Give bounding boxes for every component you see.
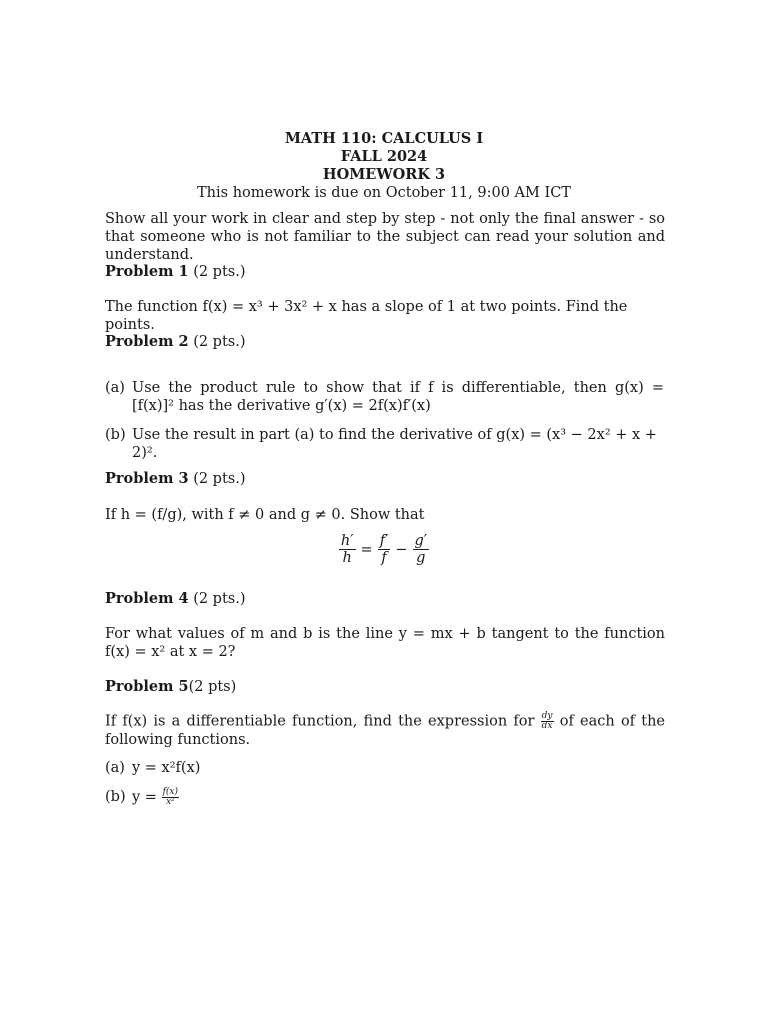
- problem-2-points: (2 pts.): [193, 334, 246, 350]
- assignment-title: HOMEWORK 3: [322, 166, 446, 183]
- problem-5-heading: [105, 678, 665, 696]
- fraction-denominator: x²: [165, 797, 175, 807]
- equals-sign: =: [360, 541, 373, 558]
- problem-4-heading: [105, 590, 665, 608]
- problem-3-title: Problem 3: [105, 470, 189, 487]
- problem-5-body: [105, 712, 665, 749]
- fraction-denominator: h: [342, 550, 352, 566]
- part-text: Use the product rule to show that if f is differentiable, then g(x) = [f(x)]² has the derivative g′(x) = 2f(x)f′(x): [132, 380, 664, 414]
- part-label: (a): [105, 380, 125, 396]
- instructions: Show all your work in clear and step by step - not only the final answer - so that someone who is not familiar to the subject can read your solution and understand.: [105, 211, 665, 263]
- problem-2-part-a: [105, 379, 665, 414]
- problem-1-title: Problem 1: [105, 263, 189, 280]
- problem-3-points: (2 pts.): [193, 471, 246, 487]
- term-label: FALL 2024: [340, 148, 428, 165]
- problem-4-title: Problem 4: [105, 590, 189, 607]
- fraction-numerator: f(x): [162, 787, 178, 797]
- part-b-expression: y =: [132, 789, 157, 806]
- fraction-numerator: g′: [414, 533, 428, 549]
- dy-dx-fraction: [541, 712, 554, 731]
- problem-3-heading: [105, 470, 665, 488]
- problem-2-part-b: [105, 426, 665, 461]
- part-text: y = x²f(x): [132, 760, 201, 776]
- problem-4-points: (2 pts.): [193, 591, 246, 607]
- fx-over-x2-fraction: [162, 788, 179, 807]
- part-text: Use the result in part (a) to find the derivative of g(x) = (x³ − 2x² + x + 2)².: [132, 427, 657, 461]
- fraction-numerator: f′: [379, 533, 389, 549]
- part-label: (b): [105, 789, 126, 805]
- problem-2-heading: [105, 333, 665, 351]
- document-header: [0, 130, 768, 202]
- fraction-denominator: f: [381, 550, 387, 566]
- problem-1-heading: [105, 263, 665, 281]
- problem-5-body-end: of each of the following functions.: [105, 713, 665, 748]
- lhs-fraction: [339, 533, 356, 566]
- problem-3-body: If h = (f/g), with f ≠ 0 and g ≠ 0. Show that: [105, 507, 425, 523]
- fraction-denominator: dx: [541, 721, 553, 731]
- fraction-numerator: h′: [340, 533, 354, 549]
- problem-3-equation: [0, 533, 768, 566]
- first-term-fraction: [378, 533, 391, 566]
- problem-5-body-start: If f(x) is a differentiable function, find the expression for: [105, 713, 535, 730]
- problem-1-body: The function f(x) = x³ + 3x² + x has a slope of 1 at two points. Find the points.: [105, 299, 628, 333]
- fraction-numerator: dy: [541, 711, 553, 721]
- part-label: (a): [105, 760, 125, 776]
- problem-4-body: For what values of m and b is the line y = mx + b tangent to the function f(x) = x² at x = 2?: [105, 626, 665, 660]
- problem-1-points: (2 pts.): [193, 264, 246, 280]
- second-term-fraction: [413, 533, 430, 566]
- problem-5-title: Problem 5: [105, 678, 189, 695]
- course-title: MATH 110: CALCULUS I: [284, 130, 484, 147]
- problem-5-part-a: [105, 759, 665, 777]
- part-text: [132, 788, 664, 807]
- problem-2-title: Problem 2: [105, 333, 189, 350]
- problem-5-part-b: [105, 788, 665, 806]
- due-date: This homework is due on October 11, 9:00 AM ICT: [197, 185, 571, 201]
- fraction-denominator: g: [416, 550, 426, 566]
- problem-5-points: (2 pts): [188, 679, 237, 695]
- part-label: (b): [105, 427, 126, 443]
- minus-sign: −: [395, 541, 408, 558]
